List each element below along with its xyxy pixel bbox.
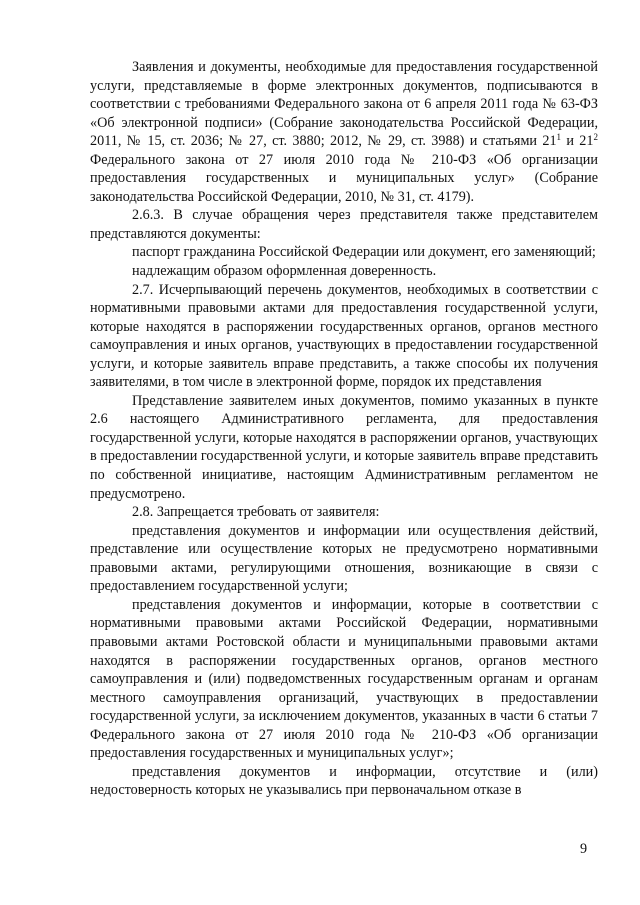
paragraph-2-6-3: 2.6.3. В случае обращения через представителя также представителем представляются документы: — [90, 207, 598, 242]
paragraph-power-of-attorney: надлежащим образом оформленная доверенность. — [132, 263, 437, 280]
paragraph-2-7: 2.7. Исчерпывающий перечень документов, необходимых в соответствии с нормативными правовыми актами для предоставления государственной услуги, которые находятся в распоряжении государственных органов, органов местного самоуправления и иных органов, участвующих в предоставлении государственной услуги, и которые заявитель вправе представить, а также способы их получения заявителями, в том числе в электронной форме, порядок их представления — [90, 281, 598, 391]
paragraph-prohibition-3: представления документов и информации, отсутствие и (или) недостоверность которых не указывались при первоначальном отказе в — [90, 763, 598, 799]
paragraph-passport: паспорт гражданина Российской Федерации или документ, его заменяющий; — [132, 244, 596, 261]
paragraph-text: и 21 — [561, 133, 594, 150]
paragraph-text: Федерального закона от 27 июля 2010 года № 210-ФЗ «Об организации предоставления государственных и муниципальных услуг» (Собрание законодательства Российской Федерации, 2010, № 31, ст. 4179). — [90, 151, 598, 205]
paragraph-other-documents: Представление заявителем иных документов, помимо указанных в пункте 2.6 настоящего Административного регламента, для предоставления государственной услуги, которые находятся в распоряжении органов, участвующих в предоставлении государственной услуги, и которые заявитель вправе представить по собственной инициативе, настоящим Административным регламентом не предусмотрено. — [90, 392, 598, 502]
paragraph-prohibition-2: представления документов и информации, которые в соответствии с нормативными правовыми актами Российской Федерации, нормативными правовыми актами Ростовской области и муниципальными правовыми актами находятся в распоряжении государственных органов, органов местного самоуправления и (или) подведомственных государственным органам и органам местного самоуправления организаций, участвующих в предоставлении государственной услуги, за исключением документов, указанных в части 6 статьи 7 Федерального закона от 27 июля 2010 года № 210-ФЗ «Об организации предоставления государственных и муниципальных услуг»; — [90, 596, 598, 762]
page-number: 9 — [580, 841, 588, 857]
paragraph-2-8: 2.8. Запрещается требовать от заявителя: — [132, 504, 380, 521]
superscript: 1 — [556, 132, 562, 143]
paragraph-prohibition-1: представления документов и информации или осуществления действий, представление или осуществление которых не предусмотрено нормативными правовыми актами, регулирующими отношения, возникающие в связи с предоставлением государственной услуги; — [90, 522, 598, 595]
document-body — [90, 58, 598, 800]
superscript: 2 — [593, 132, 598, 143]
paragraph-electronic-signature — [90, 58, 598, 206]
paragraph-text: Заявления и документы, необходимые для предоставления государственной услуги, представляемые в форме электронных документов, подписываются в соответствии с требованиями Федерального закона от 6 апреля 2011 года № 63-ФЗ «Об электронной подписи» (Собрание законодательства Российской Федерации, 2011, № 15, ст. 2036; № 27, ст. 3880; 2012, № 29, ст. 3988) и статьями 21 — [90, 59, 598, 150]
